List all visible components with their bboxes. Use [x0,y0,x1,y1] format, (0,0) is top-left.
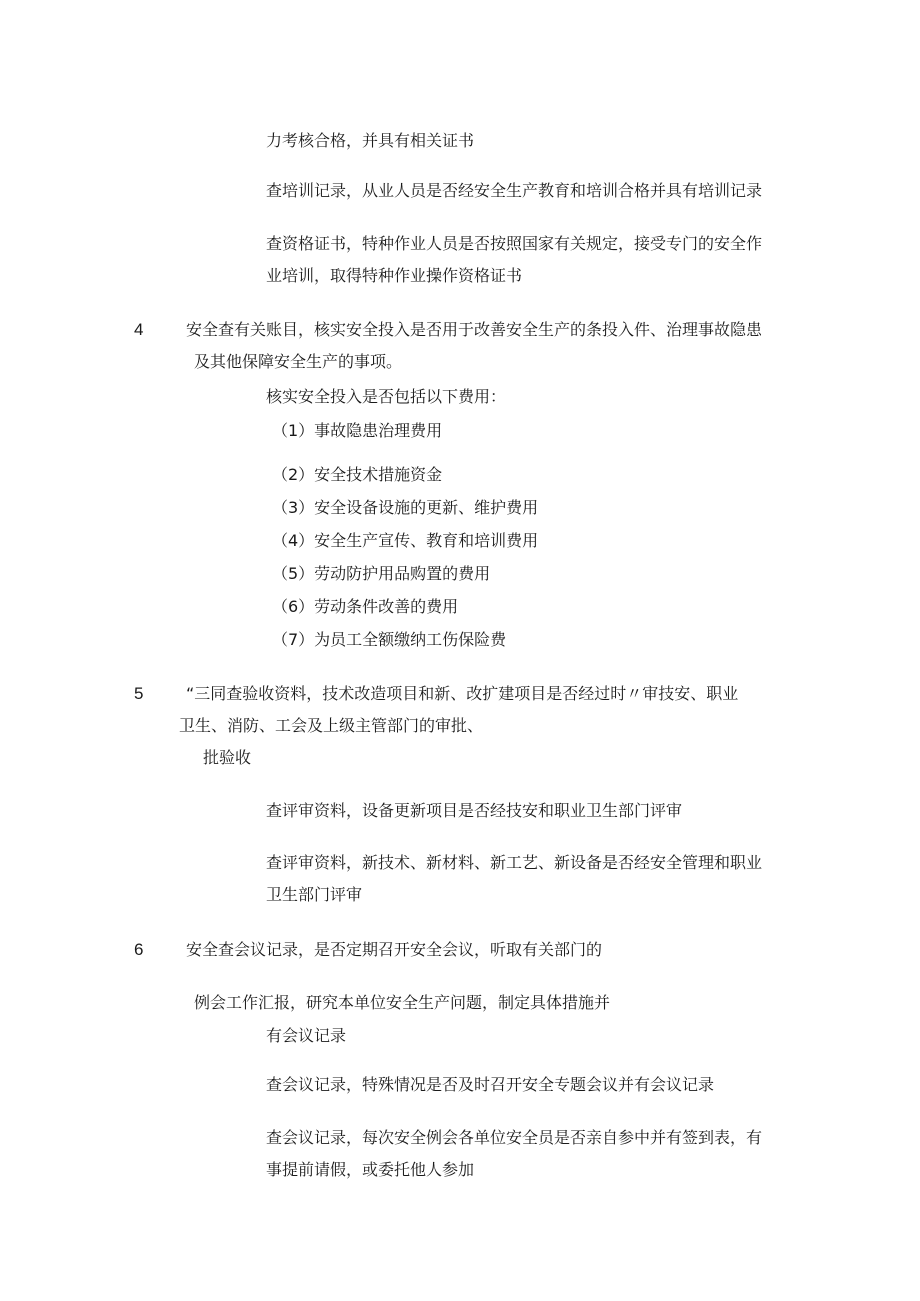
sec5-line-3: 卫生部门评审 [266,885,363,904]
sec3-line-4: 业培训，取得特种作业操作资格证书 [266,266,523,285]
sec5-line-2: 查评审资料，新技术、新材料、新工艺、新设备是否经安全管理和职业 [266,853,763,872]
sec6-line-2: 查会议记录，每次安全例会各单位安全员是否亲自参中并有签到表，有 [266,1128,763,1147]
list-item: （3）安全设备设施的更新、维护费用 [272,498,539,517]
sec6-heading-3: 有会议记录 [266,1026,347,1045]
sec5-heading-3: 批验收 [203,748,252,767]
sec6-line-1: 查会议记录，特殊情况是否及时召开安全专题会议并有会议记录 [266,1075,715,1094]
sec5-heading-1: “三同查验收资料，技术改造项目和新、改扩建项目是否经过时〃审技安、职业 [186,684,739,703]
item-number-6: 6 [134,940,144,959]
sec4-intro: 核实安全投入是否包括以下费用： [266,387,507,406]
sec5-line-1: 查评审资料，设备更新项目是否经技安和职业卫生部门评审 [266,801,683,820]
sec6-heading-1: 安全查会议记录，是否定期召开安全会议，听取有关部门的 [186,940,603,959]
list-item: （2）安全技术措施资金 [272,465,443,484]
list-item: （5）劳动防护用品购置的费用 [272,564,491,583]
sec4-heading-1: 安全查有关账目，核实安全投入是否用于改善安全生产的条投入件、治理事故隐患 [186,320,763,339]
sec3-line-2: 查培训记录，从业人员是否经安全生产教育和培训合格并具有培训记录 [266,181,763,200]
sec6-line-3: 事提前请假，或委托他人参加 [266,1160,475,1179]
list-item: （7）为员工全额缴纳工伤保险费 [272,630,507,649]
sec5-heading-2: 卫生、消防、工会及上级主管部门的审批、 [179,716,484,735]
sec6-heading-2: 例会工作汇报，研究本单位安全生产问题，制定具体措施并 [194,993,611,1012]
sec3-line-3: 查资格证书，特种作业人员是否按照国家有关规定，接受专门的安全作 [266,234,763,253]
item-number-4: 4 [134,320,144,339]
item-number-5: 5 [134,684,144,703]
sec4-heading-2: 及其他保障安全生产的事项。 [194,352,403,371]
list-item: （6）劳动条件改善的费用 [272,597,459,616]
list-item: （1）事故隐患治理费用 [272,421,443,440]
sec3-line-1: 力考核合格，并具有相关证书 [266,131,475,150]
list-item: （4）安全生产宣传、教育和培训费用 [272,531,539,550]
